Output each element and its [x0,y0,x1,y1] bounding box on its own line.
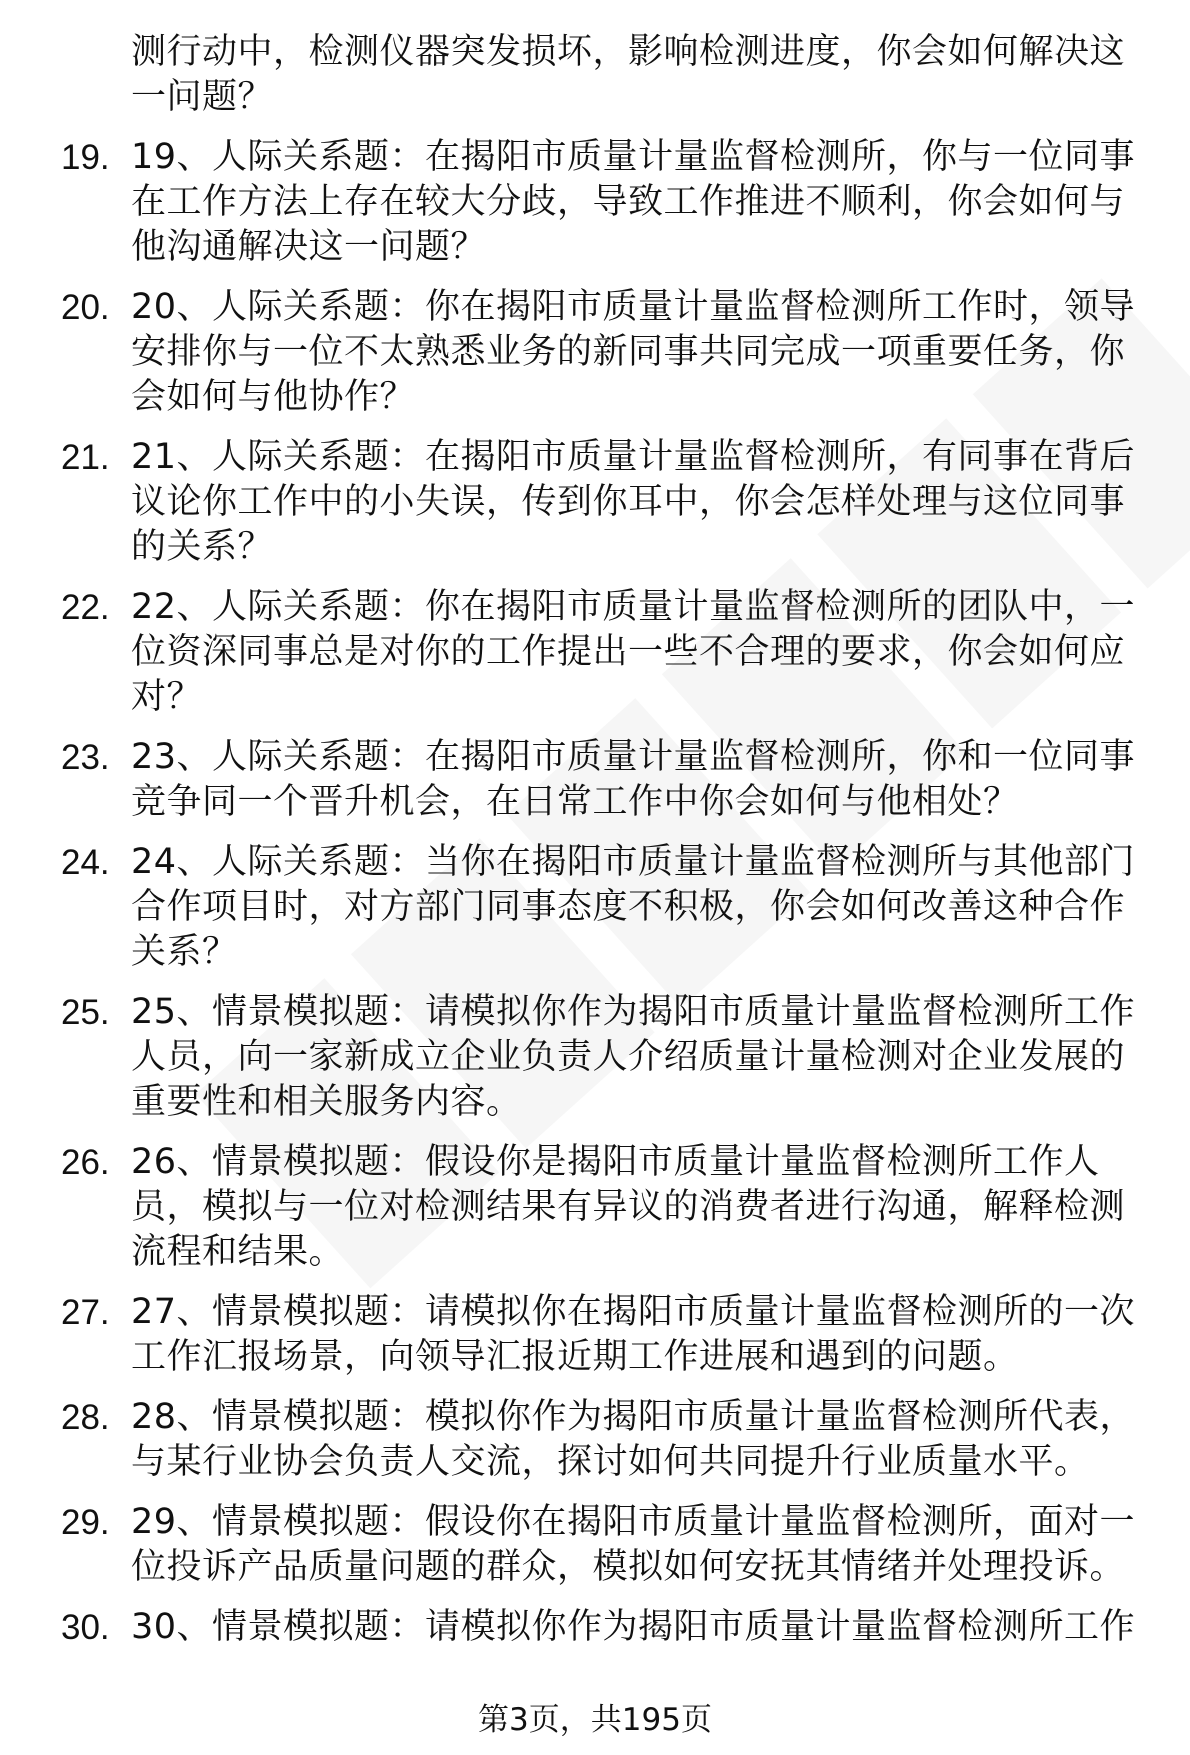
continued-text: 测行动中，检测仪器突发损坏，影响检测进度，你会如何解决这一问题？ [131,32,1126,117]
item-text: 26、情景模拟题：假设你是揭阳市质量计量监督检测所工作人员，模拟与一位对检测结果有异议的消费者进行沟通，解释检测流程和结果。 [131,1142,1126,1272]
item-text: 20、人际关系题：你在揭阳市质量计量监督检测所工作时，领导安排你与一位不太熟悉业务的新同事共同完成一项重要任务，你会如何与他协作？ [131,287,1136,417]
list-item [0,1605,1190,1650]
item-number: 27. [61,1293,110,1332]
item-number: 25. [61,993,110,1032]
item-number: 24. [61,843,110,882]
item-text: 25、情景模拟题：请模拟你作为揭阳市质量计量监督检测所工作人员，向一家新成立企业负责人介绍质量计量检测对企业发展的重要性和相关服务内容。 [131,992,1136,1122]
list-item [0,1395,1190,1485]
item-number: 20. [61,288,110,327]
list-item [0,1140,1190,1275]
item-text: 21、人际关系题：在揭阳市质量计量监督检测所，有同事在背后议论你工作中的小失误，传到你耳中，你会怎样处理与这位同事的关系？ [131,437,1136,567]
item-text: 27、情景模拟题：请模拟你在揭阳市质量计量监督检测所的一次工作汇报场景，向领导汇报近期工作进展和遇到的问题。 [131,1292,1136,1377]
item-text: 30、情景模拟题：请模拟你作为揭阳市质量计量监督检测所工作 [131,1607,1136,1647]
item-number: 26. [61,1143,110,1182]
list-item [0,840,1190,975]
list-item [0,1290,1190,1380]
item-text: 24、人际关系题：当你在揭阳市质量计量监督检测所与其他部门合作项目时，对方部门同事态度不积极，你会如何改善这种合作关系？ [131,842,1136,972]
item-text: 29、情景模拟题：假设你在揭阳市质量计量监督检测所，面对一位投诉产品质量问题的群众，模拟如何安抚其情绪并处理投诉。 [131,1502,1136,1587]
list-item [0,135,1190,270]
list-item [0,735,1190,825]
item-number: 28. [61,1398,110,1437]
list-item [0,585,1190,720]
item-text: 23、人际关系题：在揭阳市质量计量监督检测所，你和一位同事竞争同一个晋升机会，在日常工作中你会如何与他相处？ [131,737,1136,822]
question-list [0,30,1190,1650]
item-text: 22、人际关系题：你在揭阳市质量计量监督检测所的团队中，一位资深同事总是对你的工作提出一些不合理的要求，你会如何应对？ [131,587,1136,717]
item-number: 23. [61,738,110,777]
item-text: 19、人际关系题：在揭阳市质量计量监督检测所，你与一位同事在工作方法上存在较大分歧，导致工作推进不顺利，你会如何与他沟通解决这一问题？ [131,137,1136,267]
item-number: 21. [61,438,110,477]
item-number: 30. [61,1608,110,1647]
item-text: 28、情景模拟题：模拟你作为揭阳市质量计量监督检测所代表，与某行业协会负责人交流，探讨如何共同提升行业质量水平。 [131,1397,1136,1482]
page-footer: 第3页，共195页 [478,1702,712,1738]
list-item [0,1500,1190,1590]
item-number: 29. [61,1503,110,1542]
item-number: 19. [61,138,110,177]
list-item [0,285,1190,420]
list-item [0,435,1190,570]
list-item [0,990,1190,1125]
item-number: 22. [61,588,110,627]
